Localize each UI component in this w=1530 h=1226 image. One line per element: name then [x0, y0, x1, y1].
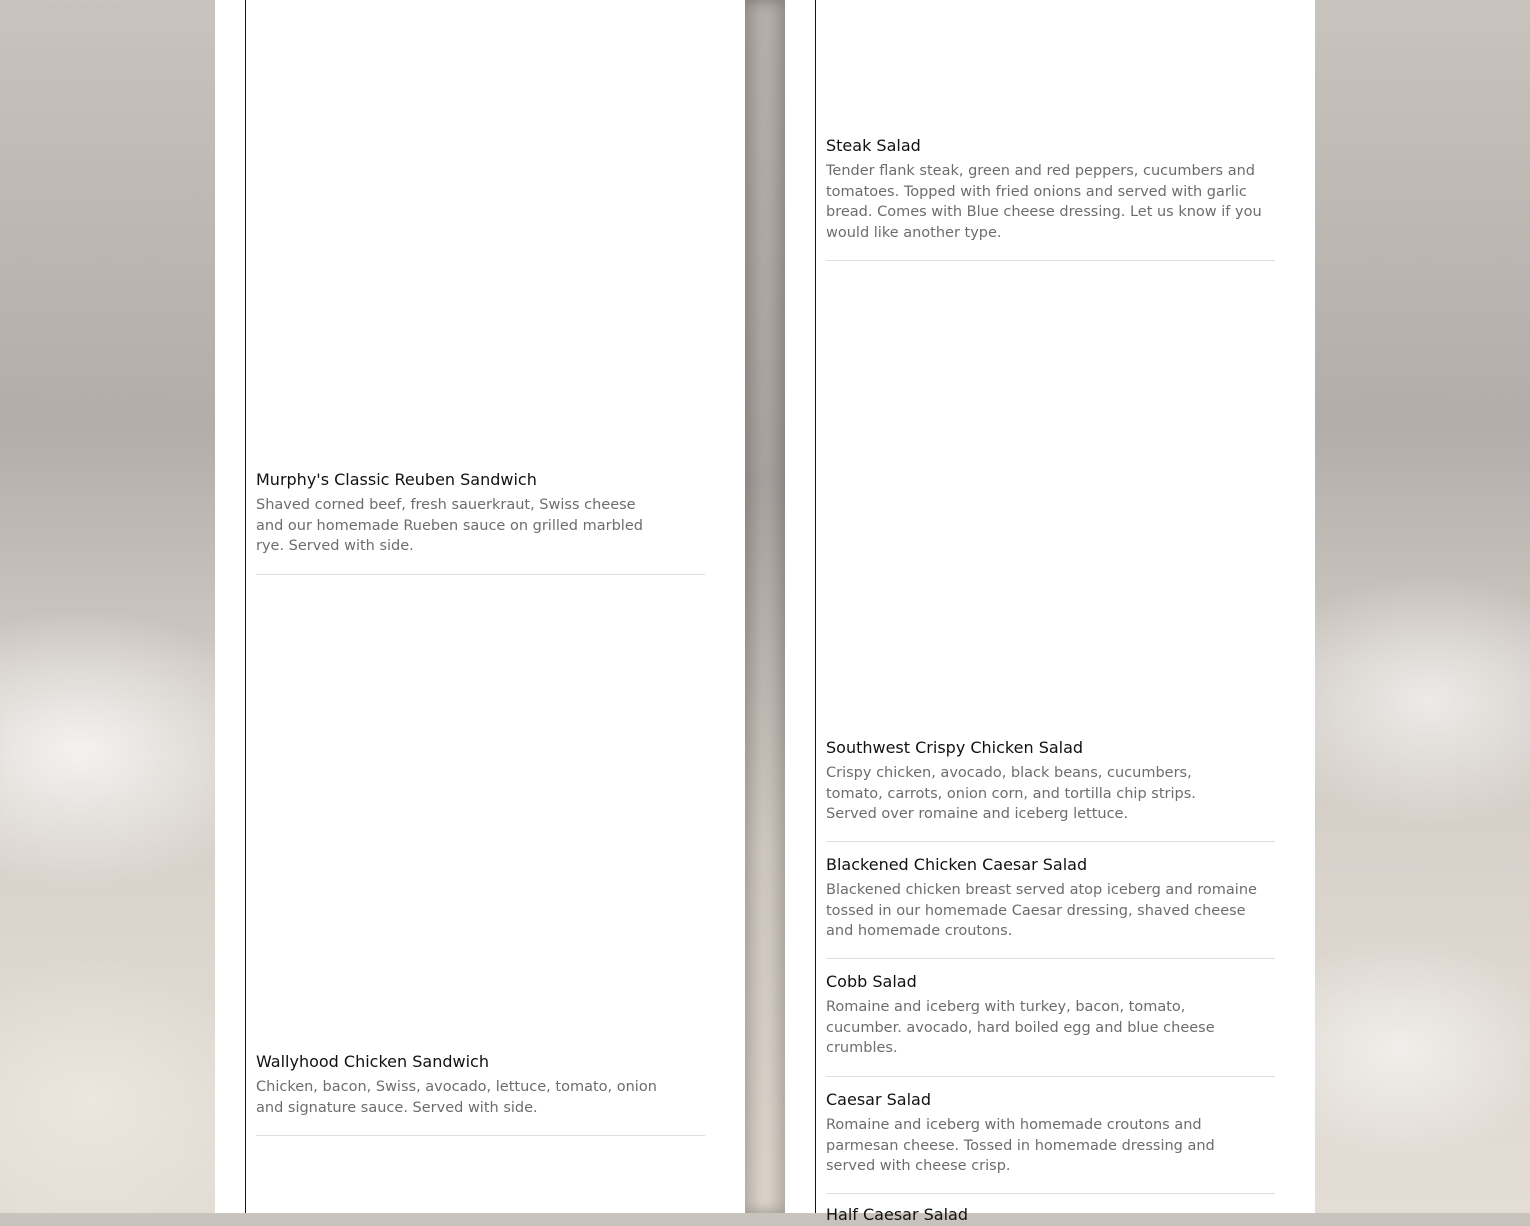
menu-item-description: Crispy chicken, avocado, black beans, cucumbers, tomato, carrots, onion corn, and tortilla chip strips. Served over romaine and iceberg lettuce.	[826, 765, 1196, 822]
menu-item-steak-salad[interactable]	[826, 135, 1275, 243]
panel-left-rule	[815, 0, 816, 1213]
menu-item-divider	[826, 260, 1275, 261]
menu-item-title: Murphy's Classic Reuben Sandwich	[256, 470, 537, 489]
menu-item-divider	[256, 1135, 705, 1136]
menu-item-southwest-crispy-chicken-salad[interactable]	[826, 737, 1275, 825]
menu-item-description: Tender flank steak, green and red peppers, cucumbers and tomatoes. Topped with fried onions and served with garlic bread. Comes with Blue cheese dressing. Let us know if you would like another type.	[826, 163, 1262, 241]
menu-item-title: Wallyhood Chicken Sandwich	[256, 1052, 489, 1071]
menu-panel-salads	[785, 0, 1315, 1224]
menu-item-divider	[256, 574, 705, 575]
menu-item-divider	[826, 841, 1275, 842]
menu-item-description: Blackened chicken breast served atop iceberg and romaine tossed in our homemade Caesar dressing, shaved cheese and homemade croutons.	[826, 882, 1257, 939]
menu-item-description: Shaved corned beef, fresh sauerkraut, Swiss cheese and our homemade Rueben sauce on grilled marbled rye. Served with side.	[256, 497, 643, 554]
menu-item-reuben[interactable]	[256, 469, 705, 557]
menu-item-caesar-salad[interactable]	[826, 1089, 1275, 1177]
menu-item-cobb-salad[interactable]	[826, 971, 1275, 1059]
panel-left-rule	[245, 0, 246, 1213]
menu-item-half-caesar-salad[interactable]	[826, 1204, 1275, 1226]
background-gap	[745, 0, 785, 1213]
menu-item-divider	[826, 1193, 1275, 1194]
menu-item-title: Caesar Salad	[826, 1090, 931, 1109]
menu-item-wallyhood-chicken[interactable]	[256, 1051, 705, 1118]
menu-panel-sandwiches	[215, 0, 745, 1213]
menu-item-title: Cobb Salad	[826, 972, 917, 991]
menu-item-title: Blackened Chicken Caesar Salad	[826, 855, 1088, 874]
menu-item-description: Romaine and iceberg with turkey, bacon, tomato, cucumber. avocado, hard boiled egg and blue cheese crumbles.	[826, 999, 1215, 1056]
menu-item-divider	[826, 1076, 1275, 1077]
menu-item-description: Romaine and iceberg with homemade croutons and parmesan cheese. Tossed in homemade dressing and served with cheese crisp.	[826, 1117, 1215, 1174]
menu-item-title: Steak Salad	[826, 136, 921, 155]
menu-item-blackened-chicken-caesar-salad[interactable]	[826, 854, 1275, 942]
menu-item-divider	[826, 958, 1275, 959]
menu-item-title: Half Caesar Salad	[826, 1205, 968, 1224]
menu-item-title: Southwest Crispy Chicken Salad	[826, 738, 1084, 757]
menu-item-description: Chicken, bacon, Swiss, avocado, lettuce, tomato, onion and signature sauce. Served with side.	[256, 1079, 657, 1116]
